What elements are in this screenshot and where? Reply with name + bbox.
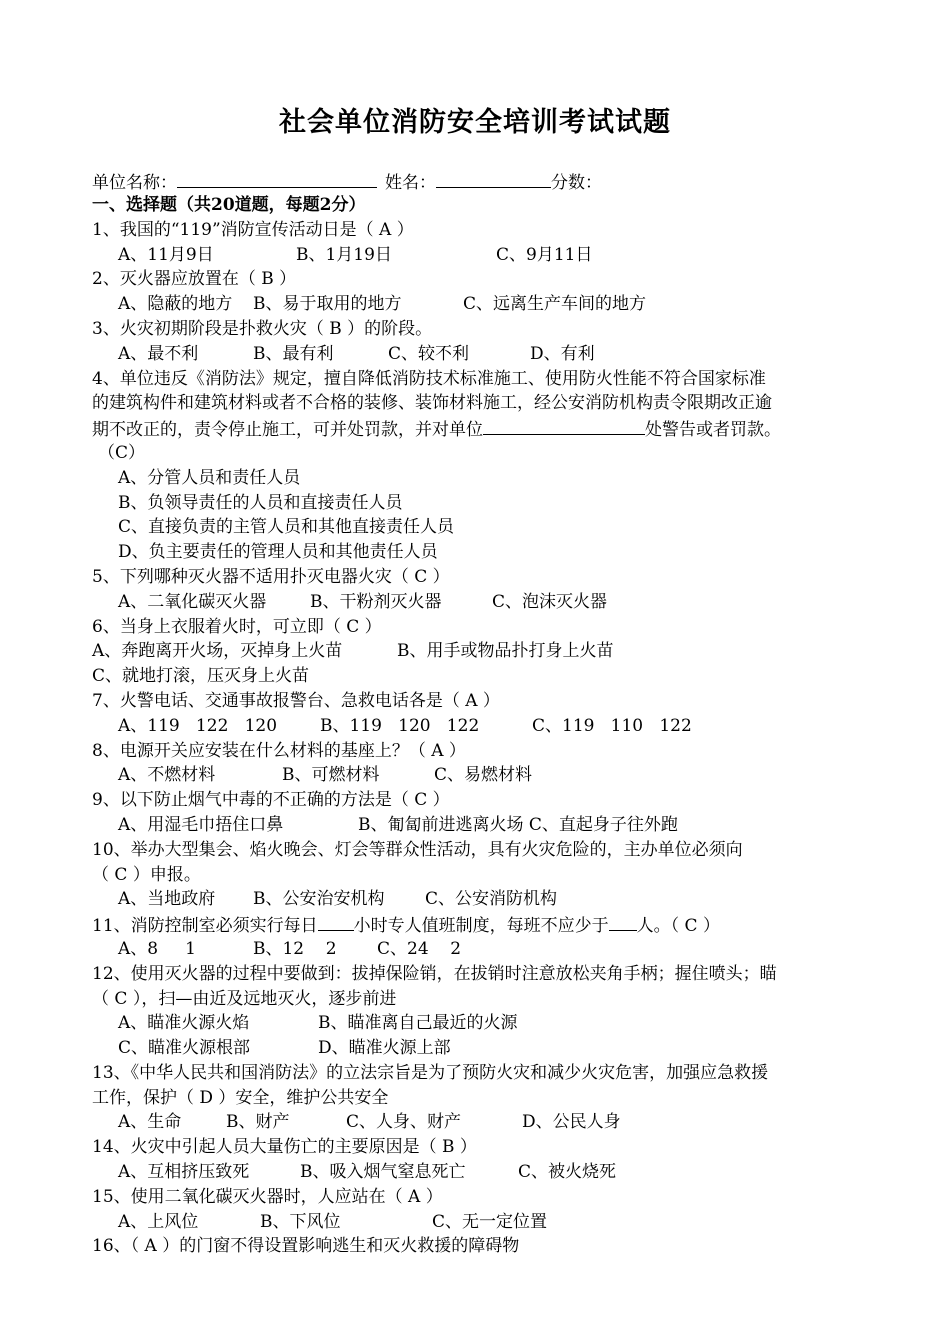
options-15 xyxy=(92,1210,862,1235)
option-a: A、最不利 xyxy=(118,343,199,364)
option-c: C、119 110 122 xyxy=(532,715,692,736)
question-2: 2、灭火器应放置在（ B ） xyxy=(92,269,297,290)
question-13-line-2: 工作，保护（ D ）安全，维护公共安全 xyxy=(92,1087,389,1108)
option-a: A、二氧化碳灭火器 xyxy=(118,591,267,612)
option-c: C、就地打滚，压灭身上火苗 xyxy=(92,666,310,687)
question-11 xyxy=(92,912,862,937)
option-b: B、公安治安机构 xyxy=(253,889,385,910)
option-c: C、较不利 xyxy=(388,343,470,364)
option-d: D、公民人身 xyxy=(522,1112,621,1133)
option-c: C、直接负责的主管人员和其他直接责任人员 xyxy=(118,517,455,538)
option-b: B、用手或物品扑打身上火苗 xyxy=(397,641,614,662)
option-d: D、有利 xyxy=(530,343,595,364)
option-a: A、当地政府 xyxy=(118,889,216,910)
options-9 xyxy=(92,813,862,838)
option-b: B、瞄准离自己最近的火源 xyxy=(318,1013,518,1034)
option-a: A、119 122 120 xyxy=(118,715,278,736)
question-4-line-1: 4、单位违反《消防法》规定，擅自降低消防技术标准施工、使用防火性能不符合国家标准 xyxy=(92,368,766,389)
option-a: A、生命 xyxy=(118,1112,182,1133)
option-a: A、分管人员和责任人员 xyxy=(118,467,301,488)
question-15: 15、使用二氧化碳灭火器时，人应站在（ A ） xyxy=(92,1186,443,1207)
question-6: 6、当身上衣服着火时，可立即（ C ） xyxy=(92,616,382,637)
question-8: 8、电源开关应安装在什么材料的基座上？（ A ） xyxy=(92,740,466,761)
option-c: C、远离生产车间的地方 xyxy=(463,294,647,315)
options-3 xyxy=(92,342,862,367)
option-b: B、119 120 122 xyxy=(320,715,480,736)
option-bc: B、匍匐前进逃离火场 C、直起身子往外跑 xyxy=(358,814,678,835)
question-13-line-1: 13、《中华人民共和国消防法》的立法宗旨是为了预防火灾和减少火灾危害，加强应急救援 xyxy=(92,1062,769,1083)
option-b: B、下风位 xyxy=(260,1211,341,1232)
options-2 xyxy=(92,292,862,317)
options-5 xyxy=(92,590,862,615)
option-c: C、易燃材料 xyxy=(434,765,533,786)
question-4-line-3 xyxy=(92,416,862,441)
option-b: B、负领导责任的人员和直接责任人员 xyxy=(118,492,403,513)
unit-label: 单位名称： xyxy=(92,173,177,193)
name-label: 姓名： xyxy=(385,173,436,193)
question-11-text-mid: 小时专人值班制度，每班不应少于 xyxy=(353,916,609,937)
option-d: D、瞄准火源上部 xyxy=(318,1038,451,1059)
question-10-line-1: 10、举办大型集会、焰火晚会、灯会等群众性活动，具有火灾危险的，主办单位必须向 xyxy=(92,839,743,860)
question-10-line-2: （ C ）申报。 xyxy=(92,864,201,885)
answer-blank[interactable] xyxy=(318,912,354,931)
option-a: A、不燃材料 xyxy=(118,765,216,786)
options-12-ab xyxy=(92,1011,862,1036)
options-12-cd xyxy=(92,1036,862,1061)
unit-blank[interactable] xyxy=(177,169,377,188)
option-b: B、吸入烟气窒息死亡 xyxy=(300,1162,466,1183)
option-c: C、无一定位置 xyxy=(432,1211,548,1232)
option-a: A、互相挤压致死 xyxy=(118,1162,250,1183)
option-c: C、人身、财产 xyxy=(346,1112,462,1133)
score-label: 分数： xyxy=(551,173,602,193)
option-a: A、8 1 xyxy=(118,938,196,959)
option-a: A、上风位 xyxy=(118,1211,199,1232)
question-4-answer: （C） xyxy=(98,442,146,463)
question-5: 5、下列哪种灭火器不适用扑灭电器火灾（ C ） xyxy=(92,566,450,587)
section-heading: 一、选择题（共20道题，每题2分） xyxy=(92,195,366,215)
question-12-line-2: （ C ），扫—由近及远地灭火，逐步前进 xyxy=(92,988,397,1009)
answer-blank[interactable] xyxy=(483,416,645,435)
option-b: B、1月19日 xyxy=(296,244,392,265)
question-11-text-end: 人。（ C ） xyxy=(636,916,720,937)
options-13 xyxy=(92,1110,862,1135)
options-8 xyxy=(92,763,862,788)
header-fields xyxy=(92,168,602,193)
options-1 xyxy=(92,243,862,268)
question-12-line-1: 12、使用灭火器的过程中要做到：拔掉保险销，在拔销时注意放松夹角手柄；握住喷头；瞄 xyxy=(92,963,777,984)
answer-blank[interactable] xyxy=(609,912,637,931)
options-7 xyxy=(92,714,862,739)
option-b: B、最有利 xyxy=(253,343,334,364)
page-title: 社会单位消防安全培训考试试题 xyxy=(279,107,671,138)
question-16: 16、（ A ）的门窗不得设置影响逃生和灭火救援的障碍物 xyxy=(92,1236,520,1257)
options-10 xyxy=(92,887,862,912)
option-b: B、易于取用的地方 xyxy=(253,294,402,315)
option-b: B、财产 xyxy=(226,1112,290,1133)
option-b: B、可燃材料 xyxy=(282,765,380,786)
question-1: 1、我国的“119”消防宣传活动日是（ A ） xyxy=(92,219,414,240)
option-a: A、隐蔽的地方 xyxy=(118,294,233,315)
option-b: B、干粉剂灭火器 xyxy=(310,591,442,612)
question-list xyxy=(92,193,862,1259)
option-c: C、24 2 xyxy=(377,938,462,959)
option-c: C、公安消防机构 xyxy=(425,889,558,910)
question-11-text: 11、消防控制室必须实行每日 xyxy=(92,916,318,937)
question-7: 7、火警电话、交通事故报警台、急救电话各是（ A ） xyxy=(92,690,500,711)
question-3: 3、火灾初期阶段是扑救火灾（ B ）的阶段。 xyxy=(92,318,433,339)
options-6 xyxy=(92,639,862,664)
question-4-line-2: 的建筑构件和建筑材料或者不合格的装修、装饰材料施工，经公安消防机构责令限期改正逾 xyxy=(92,393,772,414)
options-11 xyxy=(92,937,862,962)
question-4-text: 期不改正的，责令停止施工，可并处罚款，并对单位 xyxy=(92,420,483,441)
option-a: A、11月9日 xyxy=(118,244,214,265)
option-c: C、瞄准火源根部 xyxy=(118,1038,251,1059)
option-a: A、瞄准火源火焰 xyxy=(118,1013,250,1034)
option-a: A、用湿毛巾捂住口鼻 xyxy=(118,814,284,835)
option-d: D、负主要责任的管理人员和其他责任人员 xyxy=(118,542,438,563)
option-c: C、9月11日 xyxy=(496,244,593,265)
option-b: B、12 2 xyxy=(253,938,337,959)
option-c: C、泡沫灭火器 xyxy=(492,591,608,612)
question-9: 9、以下防止烟气中毒的不正确的方法是（ C ） xyxy=(92,790,450,811)
option-c: C、被火烧死 xyxy=(518,1162,617,1183)
name-blank[interactable] xyxy=(436,169,551,188)
question-14: 14、火灾中引起人员大量伤亡的主要原因是（ B ） xyxy=(92,1137,477,1158)
question-4-text-end: 处警告或者罚款。 xyxy=(645,420,781,441)
options-14 xyxy=(92,1160,862,1185)
option-a: A、奔跑离开火场，灭掉身上火苗 xyxy=(92,641,343,662)
